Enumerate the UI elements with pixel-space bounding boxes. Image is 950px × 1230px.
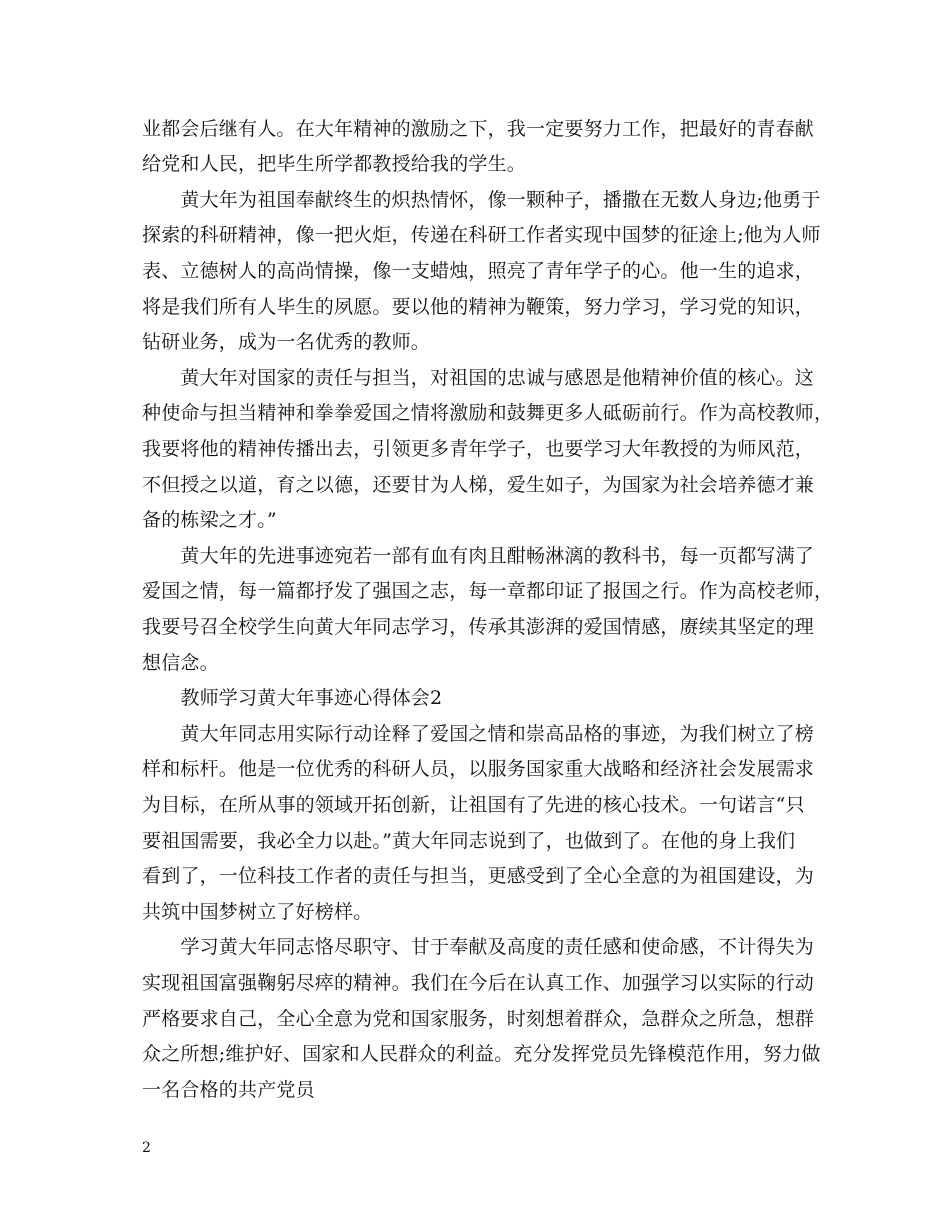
text-line: 钻研业务，成为一名优秀的教师。: [142, 331, 431, 353]
text-line: 样和标杆。他是一位优秀的科研人员，以服务国家重大战略和经济社会发展需求: [142, 758, 815, 780]
text-line: 看到了，一位科技工作者的责任与担当，更感受到了全心全意的为祖国建设，为: [142, 865, 815, 887]
text-line: 业都会后继有人。在大年精神的激励之下，我一定要努力工作，把最好的青春献: [142, 118, 815, 140]
text-line: 将是我们所有人毕生的夙愿。要以他的精神为鞭策，努力学习，学习党的知识，: [142, 296, 815, 318]
text-line: 给党和人民，把毕生所学都教授给我的学生。: [142, 153, 527, 175]
text-line: 探索的科研精神，像一把火炬，传递在科研工作者实现中国梦的征途上;他为人师: [142, 224, 821, 246]
text-line: 爱国之情，每一篇都抒发了强国之志，每一章都印证了报国之行。作为高校老师，: [142, 580, 834, 602]
text-line: 黄大年的先进事迹宛若一部有血有肉且酣畅淋漓的教科书，每一页都写满了: [142, 545, 815, 567]
text-line: 共筑中国梦树立了好榜样。: [142, 901, 373, 923]
text-line: 黄大年对国家的责任与担当，对祖国的忠诚与感恩是他精神价值的核心。这: [142, 367, 815, 389]
text-line: 备的栋梁之才。”: [142, 509, 277, 531]
text-line: 众之所想;维护好、国家和人民群众的利益。充分发挥党员先锋模范作用，努力做: [142, 1043, 821, 1065]
text-line: 黄大年同志用实际行动诠释了爱国之情和崇高品格的事迹，为我们树立了榜: [142, 723, 815, 745]
page-number: 2: [142, 1140, 151, 1156]
text-line: 种使命与担当精神和拳拳爱国之情将激励和鼓舞更多人砥砺前行。作为高校教师，: [142, 402, 834, 424]
text-line: 黄大年为祖国奉献终生的炽热情怀，像一颗种子，播撒在无数人身边;他勇于: [142, 189, 821, 211]
text-line: 实现祖国富强鞠躬尽瘁的精神。我们在今后在认真工作、加强学习以实际的行动: [142, 972, 815, 994]
text-line: 我要号召全校学生向黄大年同志学习，传承其澎湃的爱国情感，赓续其坚定的理: [142, 616, 815, 638]
text-line: 一名合格的共产党员: [142, 1079, 315, 1101]
text-line: 学习黄大年同志恪尽职守、甘于奉献及高度的责任感和使命感，不计得失为: [142, 936, 815, 958]
text-line: 我要将他的精神传播出去，引领更多青年学子，也要学习大年教授的为师风范，: [142, 438, 815, 460]
text-line: 不但授之以道，育之以德，还要甘为人梯，爱生如子，为国家为社会培养德才兼: [142, 474, 815, 496]
text-line: 为目标，在所从事的领域开拓创新，让祖国有了先进的核心技术。一句诺言“只: [142, 794, 805, 816]
text-line: 表、立德树人的高尚情操，像一支蜡烛，照亮了青年学子的心。他一生的追求，: [142, 260, 815, 282]
text-line: 要祖国需要，我必全力以赴。”黄大年同志说到了，也做到了。在他的身上我们: [142, 830, 796, 852]
text-line: 严格要求自己，全心全意为党和国家服务，时刻想着群众，急群众之所急，想群: [142, 1008, 815, 1030]
section-heading: 教师学习黄大年事迹心得体会2: [142, 687, 443, 709]
text-line: 想信念。: [142, 652, 219, 674]
